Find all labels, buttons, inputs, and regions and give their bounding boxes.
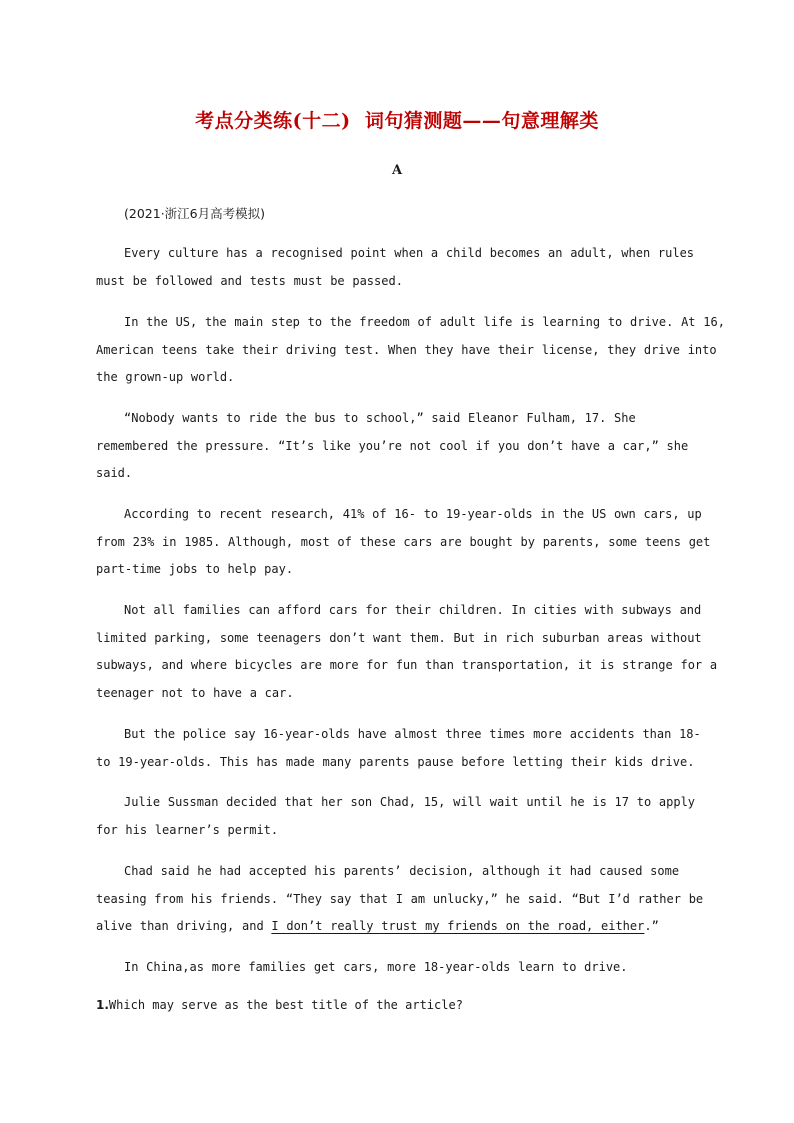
paragraph-line: to 19-year-olds. This has made many parents pause before letting their kids drive.: [96, 754, 695, 769]
paragraph-2: [96, 309, 725, 392]
paragraph-line: American teens take their driving test. When they have their license, they drive into: [96, 342, 717, 357]
paragraph-1: [96, 240, 706, 295]
question-text: Which may serve as the best title of the article?: [108, 998, 463, 1012]
paragraph-line: “Nobody wants to ride the bus to school,” said Eleanor Fulham, 17. She: [124, 411, 636, 425]
paragraph-line: According to recent research, 41% of 16- to 19-year-olds in the US own cars, up: [124, 507, 702, 521]
section-label: A: [391, 163, 403, 178]
paragraph-line: teasing from his friends. “They say that I am unlucky,” he said. “But I’d rather be: [96, 891, 704, 906]
underlined-sentence: I don’t really trust my friends on the road, either: [271, 919, 645, 934]
paragraph-line: Not all families can afford cars for their children. In cities with subways and: [124, 603, 702, 617]
line-suffix: .”: [644, 919, 659, 934]
paragraph-3: [96, 405, 706, 488]
line-prefix: alive than driving, and: [96, 919, 272, 934]
paragraph-line: remembered the pressure. “It’s like you’re not cool if you don’t have a car,” she: [96, 438, 689, 453]
paragraph-5: [96, 597, 718, 708]
paragraph-line: [96, 913, 706, 941]
question-number: 1.: [96, 998, 109, 1012]
source-note: (2021·浙江6月高考模拟): [124, 206, 265, 221]
question-1: [96, 998, 463, 1012]
paragraph-line: teenager not to have a car.: [96, 686, 294, 701]
paragraph-line: But the police say 16-year-olds have almost three times more accidents than 18-: [124, 727, 701, 741]
paragraph-line: from 23% in 1985. Although, most of these cars are bought by parents, some teens get: [96, 534, 711, 549]
paragraph-line: part-time jobs to help pay.: [96, 562, 294, 577]
paragraph-line: limited parking, some teenagers don’t want them. But in rich suburban areas without: [96, 630, 702, 645]
paragraph-9: [96, 954, 706, 982]
paragraph-line: must be followed and tests must be passed.: [96, 273, 403, 288]
paragraph-line: Every culture has a recognised point when a child becomes an adult, when rules: [124, 246, 695, 260]
document-title: 考点分类练(十二) 词句猜测题——句意理解类: [195, 110, 599, 132]
paragraph-line: for his learner’s permit.: [96, 822, 279, 837]
paragraph-line: In China,as more families get cars, more 18-year-olds learn to drive.: [124, 960, 628, 974]
paragraph-7: [96, 789, 706, 844]
paragraph-line: In the US, the main step to the freedom of adult life is learning to drive. At 16,: [124, 315, 725, 329]
paragraph-8: [96, 858, 706, 941]
paragraph-line: Julie Sussman decided that her son Chad, 15, will wait until he is 17 to apply: [124, 795, 696, 809]
paragraph-line: said.: [96, 466, 133, 481]
paragraph-line: Chad said he had accepted his parents’ decision, although it had caused some: [124, 864, 680, 878]
paragraph-6: [96, 721, 706, 776]
paragraph-line: the grown-up world.: [96, 370, 235, 385]
paragraph-line: subways, and where bicycles are more for fun than transportation, it is strange for a: [96, 658, 718, 673]
paragraph-4: [96, 501, 711, 584]
